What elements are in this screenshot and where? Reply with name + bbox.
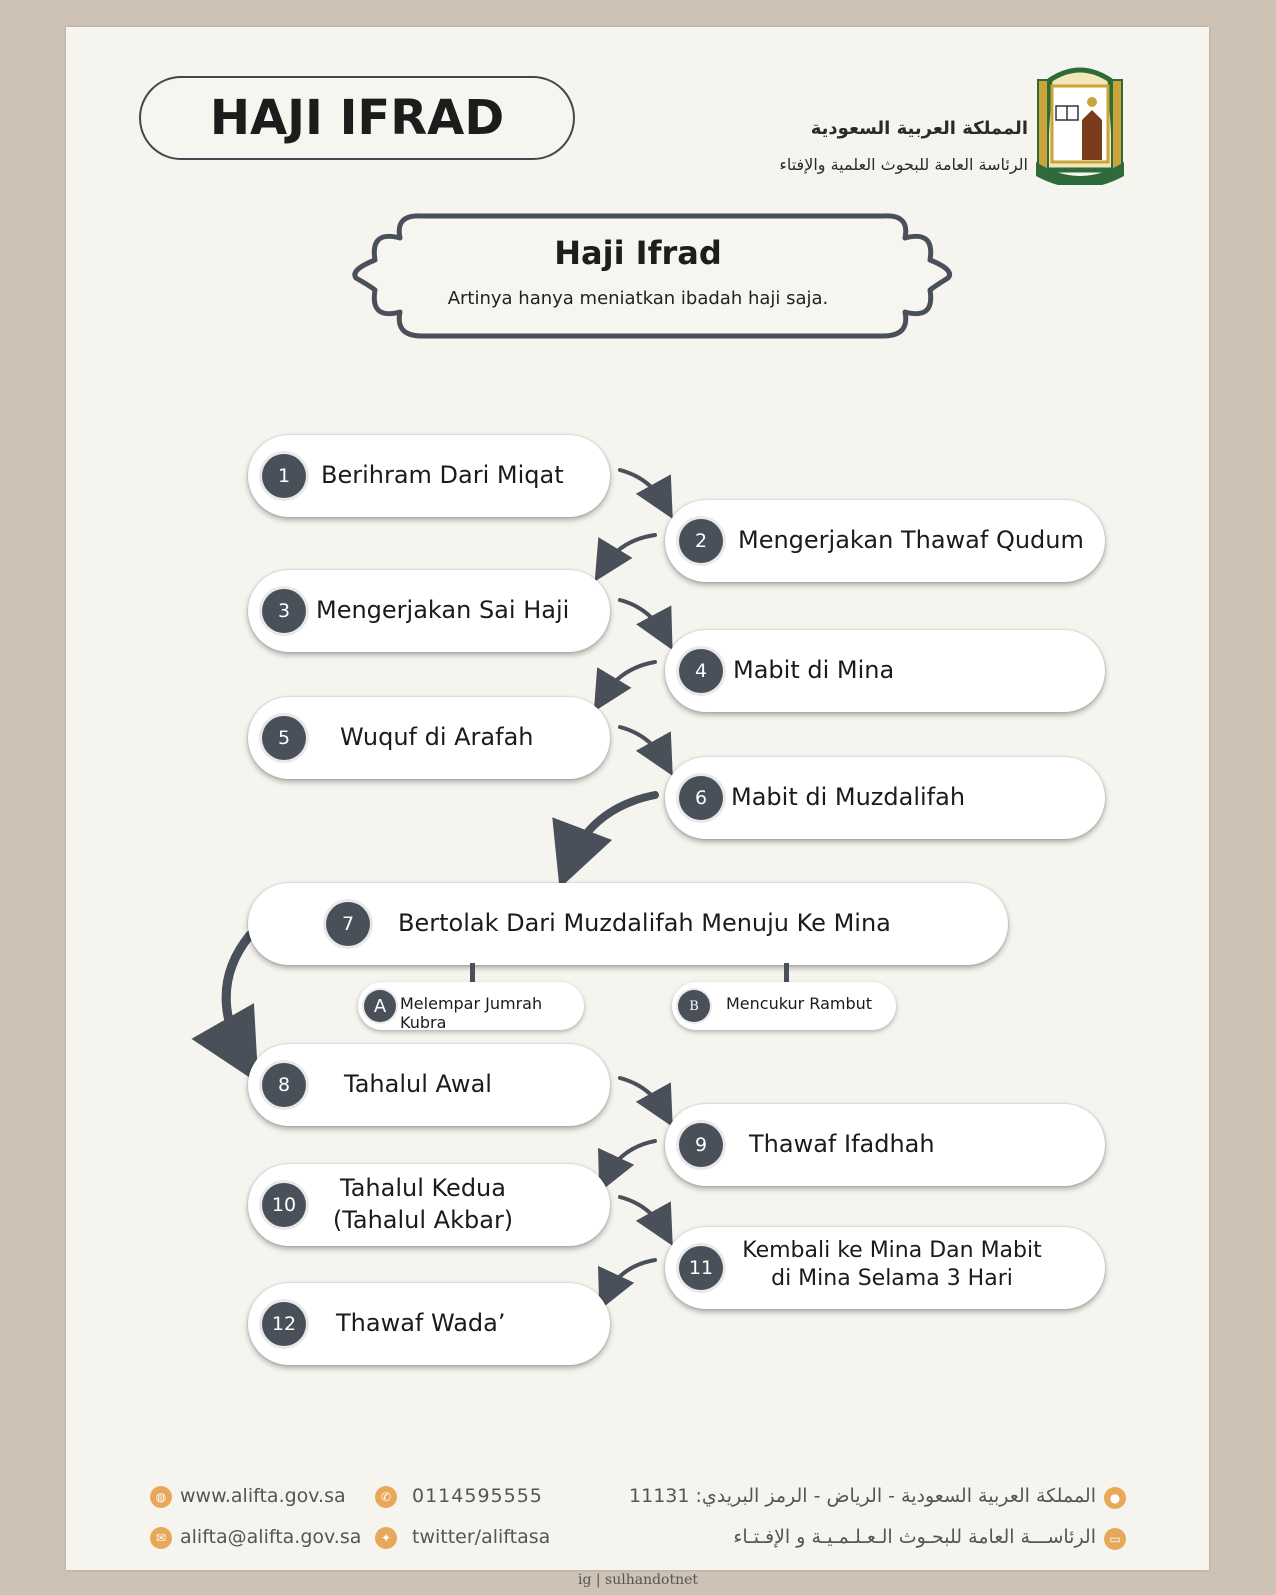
step-number-badge: 1 bbox=[262, 454, 306, 498]
step-number-badge: 7 bbox=[326, 902, 370, 946]
step-2 bbox=[665, 500, 1105, 582]
footer-org-arabic: الرئاســـة العامة للبحـوث الـعـلـمـيـة و الإفـتـاء bbox=[733, 1526, 1096, 1548]
step-1 bbox=[248, 435, 610, 517]
step-number-badge: 10 bbox=[262, 1183, 306, 1227]
arrow-7-8 bbox=[226, 935, 250, 1060]
substep-b-connector bbox=[784, 963, 789, 983]
step-11 bbox=[665, 1227, 1105, 1309]
mail-icon: ✉ bbox=[150, 1527, 172, 1549]
step-number-badge: 9 bbox=[679, 1123, 723, 1167]
arrow-9-10 bbox=[606, 1141, 655, 1178]
step-label: Thawaf Ifadhah bbox=[749, 1130, 935, 1158]
step-label-line2: (Tahalul Akbar) bbox=[332, 1206, 514, 1234]
org-subtitle-arabic: الرئاسة العامة للبحوث العلمية والإفتاء bbox=[779, 155, 1028, 174]
location-pin-icon: ● bbox=[1104, 1487, 1126, 1509]
mailbox-icon: ▭ bbox=[1104, 1528, 1126, 1550]
globe-icon: ◍ bbox=[150, 1486, 172, 1508]
arrow-3-4 bbox=[620, 600, 665, 636]
footer-phone: 0114595555 bbox=[412, 1485, 543, 1507]
step-number-badge: 6 bbox=[679, 776, 723, 820]
step-12 bbox=[248, 1283, 610, 1365]
step-label-line1: Tahalul Kedua bbox=[340, 1174, 506, 1202]
step-7 bbox=[248, 883, 1008, 965]
substep-a bbox=[358, 982, 584, 1030]
org-name-arabic: المملكة العربية السعودية bbox=[810, 118, 1028, 139]
step-label: Mabit di Mina bbox=[733, 656, 895, 684]
step-9 bbox=[665, 1104, 1105, 1186]
step-label bbox=[318, 1172, 528, 1236]
arrow-8-9 bbox=[620, 1078, 665, 1113]
step-4 bbox=[665, 630, 1105, 712]
arrow-2-3 bbox=[603, 535, 655, 568]
step-number-badge: 4 bbox=[679, 649, 723, 693]
step-label bbox=[727, 1237, 1057, 1293]
arrow-4-5 bbox=[602, 662, 655, 698]
substep-label: Mencukur Rambut bbox=[726, 994, 873, 1013]
step-label: Mengerjakan Sai Haji bbox=[316, 596, 570, 624]
arrow-10-11 bbox=[620, 1197, 665, 1232]
step-number-badge: 8 bbox=[262, 1063, 306, 1107]
substep-letter-badge: B bbox=[678, 990, 710, 1022]
arrow-11-12 bbox=[606, 1260, 655, 1296]
step-label-line1: Kembali ke Mina Dan Mabit bbox=[742, 1238, 1042, 1263]
step-6 bbox=[665, 757, 1105, 839]
step-label: Tahalul Awal bbox=[344, 1070, 492, 1098]
step-label: Mengerjakan Thawaf Qudum bbox=[738, 526, 1084, 554]
substep-a-connector bbox=[470, 963, 475, 983]
step-number-badge: 12 bbox=[262, 1302, 306, 1346]
footer-website[interactable]: www.alifta.gov.sa bbox=[180, 1485, 346, 1507]
twitter-icon: ✦ bbox=[375, 1527, 397, 1549]
watermark: ig | sulhandotnet bbox=[577, 1572, 699, 1588]
poster-title: HAJI IFRAD bbox=[139, 76, 575, 160]
phone-icon: ✆ bbox=[375, 1486, 397, 1508]
arrow-6-7 bbox=[568, 795, 655, 866]
step-label: Wuquf di Arafah bbox=[340, 723, 534, 751]
footer-email[interactable]: alifta@alifta.gov.sa bbox=[180, 1526, 362, 1548]
intro-subtitle: Artinya hanya meniatkan ibadah haji saja. bbox=[447, 288, 829, 309]
step-number-badge: 5 bbox=[262, 716, 306, 760]
arrow-1-2 bbox=[620, 470, 665, 505]
step-label: Bertolak Dari Muzdalifah Menuju Ke Mina bbox=[398, 909, 891, 937]
substep-letter-badge: A bbox=[364, 990, 396, 1022]
step-8 bbox=[248, 1044, 610, 1126]
substep-b bbox=[672, 982, 896, 1030]
intro-title: Haji Ifrad bbox=[554, 234, 722, 272]
step-label: Berihram Dari Miqat bbox=[321, 461, 564, 489]
step-number-badge: 3 bbox=[262, 589, 306, 633]
step-number-badge: 11 bbox=[679, 1246, 723, 1290]
substep-label: Melempar Jumrah Kubra bbox=[400, 994, 543, 1032]
step-3 bbox=[248, 570, 610, 652]
step-number-badge: 2 bbox=[679, 519, 723, 563]
step-label: Thawaf Wada’ bbox=[336, 1309, 506, 1337]
step-label: Mabit di Muzdalifah bbox=[731, 783, 966, 811]
step-5 bbox=[248, 697, 610, 779]
footer-twitter[interactable]: twitter/aliftasa bbox=[412, 1526, 551, 1548]
footer-address-arabic: المملكة العربية السعودية - الرياض - الرمز البريدي: 11131 bbox=[629, 1485, 1096, 1507]
step-10 bbox=[248, 1164, 610, 1246]
step-label-line2: di Mina Selama 3 Hari bbox=[771, 1266, 1013, 1291]
arrow-5-6 bbox=[620, 727, 665, 762]
